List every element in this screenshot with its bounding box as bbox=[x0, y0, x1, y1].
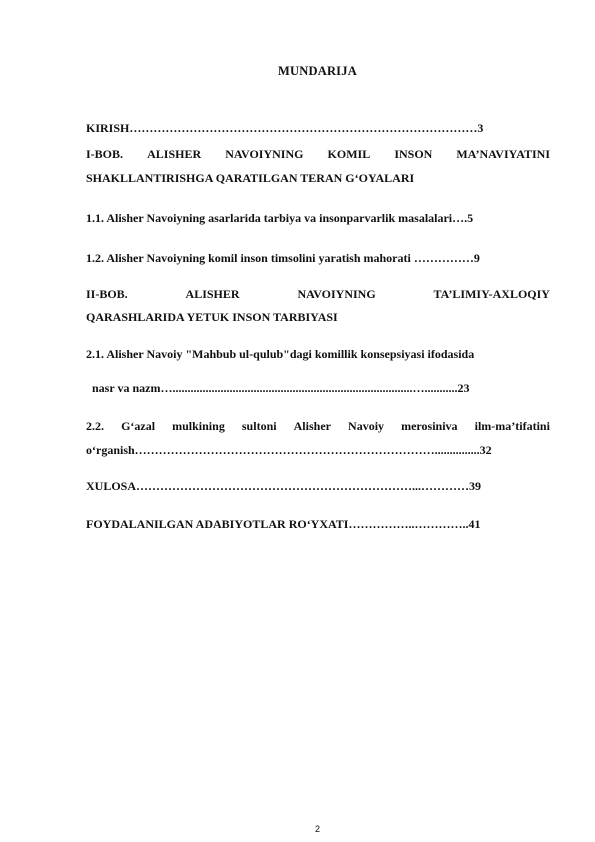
toc-entry-section-2-2-line-1 bbox=[86, 418, 550, 434]
toc-word: II-BOB. bbox=[86, 287, 128, 301]
toc-word: ilm-ma’tifatini bbox=[474, 419, 550, 433]
toc-entry-chapter-2-line-2: QARASHLARIDA YETUK INSON TARBIYASI bbox=[86, 310, 338, 324]
toc-entry-section-1-1: 1.1. Alisher Navoiyning asarlarida tarbiya va insonparvarlik masalalari….5 bbox=[86, 211, 474, 225]
toc-entry-adabiyotlar: FOYDALANILGAN ADABIYOTLAR RO‘YXATI……………..…………..41 bbox=[86, 517, 481, 531]
toc-entry-chapter-2-line-1 bbox=[86, 286, 550, 302]
toc-word: ALISHER bbox=[147, 147, 202, 161]
toc-word: I-BOB. bbox=[86, 147, 124, 161]
toc-word: TA’LIMIY-AXLOQIY bbox=[433, 287, 550, 301]
toc-entry-section-1-2: 1.2. Alisher Navoiyning komil inson timsolini yaratish mahorati ……………9 bbox=[86, 251, 480, 265]
toc-word: 2.2. bbox=[86, 419, 104, 433]
toc-entry-xulosa: XULOSA……………………………………………………………...…………39 bbox=[86, 479, 482, 493]
toc-word: ALISHER bbox=[185, 287, 240, 301]
toc-entry-section-2-1-line-2: nasr va nazm…................................................................................…...........23 bbox=[86, 381, 470, 395]
toc-word: KOMIL bbox=[327, 147, 371, 161]
toc-word: merosiniva bbox=[401, 419, 458, 433]
toc-entry-kirish: KIRISH……………………………………………………………………………3 bbox=[86, 121, 484, 135]
toc-word: mulkining bbox=[172, 419, 225, 433]
toc-word: sultoni bbox=[241, 419, 277, 433]
toc-word: Alisher bbox=[293, 419, 331, 433]
toc-entry-chapter-1-line-1 bbox=[86, 146, 550, 162]
toc-word: INSON bbox=[394, 147, 433, 161]
toc-word: G‘azal bbox=[121, 419, 156, 433]
toc-entry-chapter-1-line-2: SHAKLLANTIRISHGA QARATILGAN TERAN G‘OYALARI bbox=[86, 171, 415, 185]
toc-word: NAVOIYNING bbox=[225, 147, 304, 161]
page-title: MUNDARIJA bbox=[278, 64, 357, 78]
toc-word: MA’NAVIYATINI bbox=[456, 147, 550, 161]
toc-word: Navoiy bbox=[348, 419, 385, 433]
toc-word: NAVOIYNING bbox=[297, 287, 376, 301]
page-number: 2 bbox=[314, 824, 320, 834]
toc-entry-section-2-2-line-2: o‘rganish…………………………………………………………………...............32 bbox=[86, 443, 492, 457]
toc-entry-section-2-1-line-1: 2.1. Alisher Navoiy "Mahbub ul-qulub"dagi komillik konsepsiyasi ifodasida bbox=[86, 347, 475, 361]
